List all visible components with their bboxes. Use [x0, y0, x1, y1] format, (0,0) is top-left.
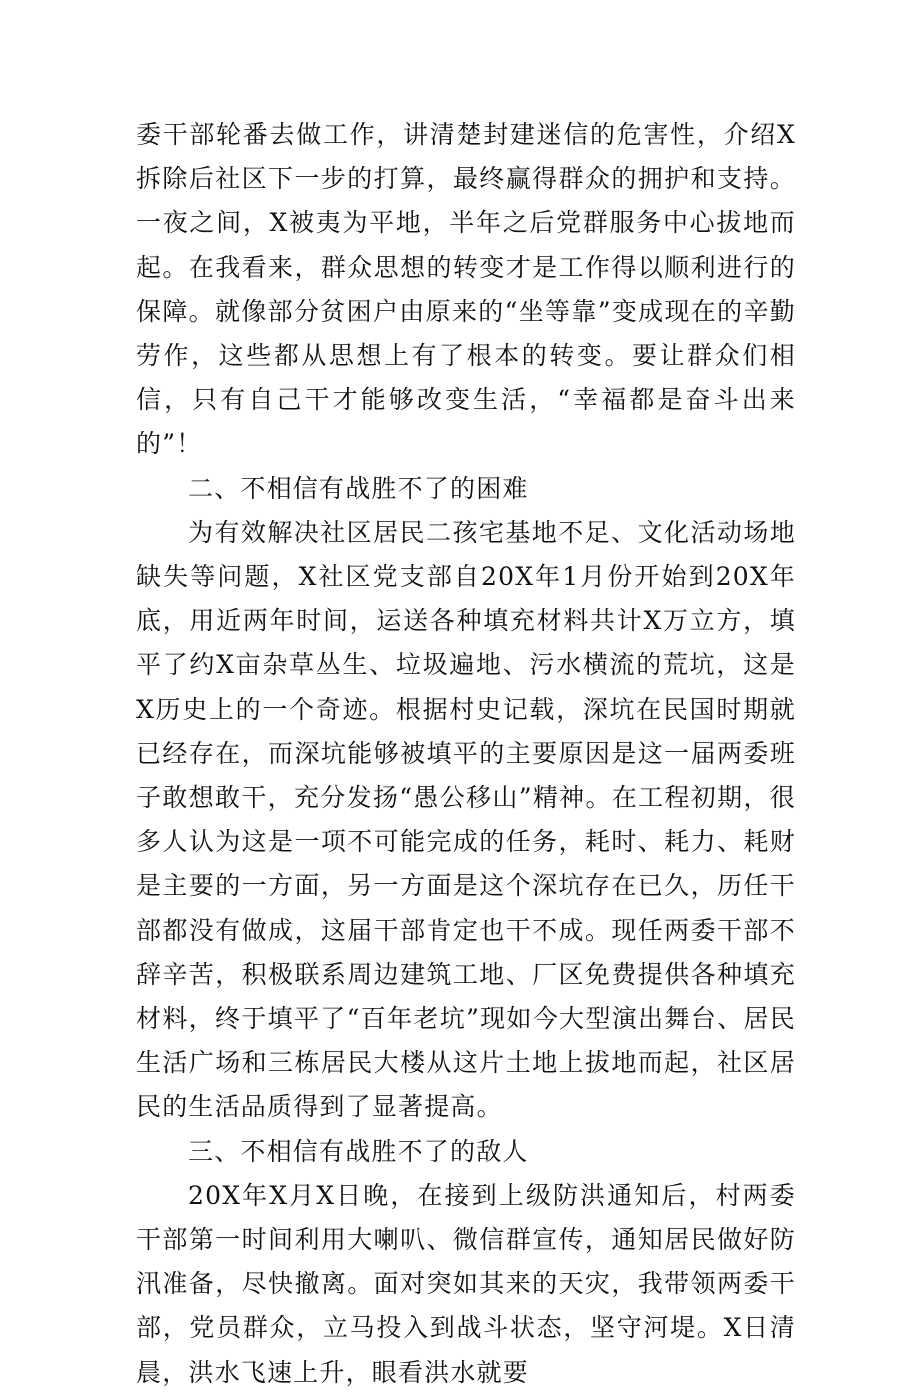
section-heading-2: 二、不相信有战胜不了的困难 — [188, 473, 529, 503]
paragraph-intro-continuation: 委干部轮番去做工作，讲清楚封建迷信的危害性，介绍X拆除后社区下一步的打算，最终赢得群众的拥护和支持。一夜之间，X被夷为平地，半年之后党群服务中心拔地而起。在我看来，群众思想的转变才是工作得以顺利进行的保障。就像部分贫困户由原来的“坐等靠”变成现在的辛勤劳作，这些都从思想上有了根本的转变。要让群众们相信，只有自己干才能够改变生活，“幸福都是奋斗出来的”！ — [136, 120, 796, 459]
paragraph-section-2-body: 为有效解决社区居民二孩宅基地不足、文化活动场地缺失等问题，X社区党支部自20X年1月份开始到20X年底，用近两年时间，运送各种填充材料共计X万立方，填平了约X亩杂草丛生、垃圾遍地、污水横流的荒坑，这是X历史上的一个奇迹。根据村史记载，深坑在民国时期就已经存在，而深坑能够被填平的主要原因是这一届两委班子敢想敢干，充分发扬“愚公移山”精神。在工程初期，很多人认为这是一项不可能完成的任务，耗时、耗力、耗财是主要的一方面，另一方面是这个深坑存在已久，历任干部都没有做成，这届干部肯定也干不成。现任两委干部不辞辛苦，积极联系周边建筑工地、厂区免费提供各种填充材料，终于填平了“百年老坑”现如今大型演出舞台、居民生活广场和三栋居民大楼从这片土地上拔地而起，社区居民的生活品质得到了显著提高。 — [136, 517, 796, 1122]
paragraph-section-3-body: 20X年X月X日晚，在接到上级防洪通知后，村两委干部第一时间利用大喇叭、微信群宣传，通知居民做好防汛准备，尽快撤离。面对突如其来的天灾，我带领两委干部，党员群众，立马投入到战斗状态，坚守河堤。X日清晨，洪水飞速上升，眼看洪水就要 — [136, 1180, 796, 1387]
section-heading-3: 三、不相信有战胜不了的敌人 — [188, 1136, 529, 1166]
document-body — [136, 113, 796, 1395]
